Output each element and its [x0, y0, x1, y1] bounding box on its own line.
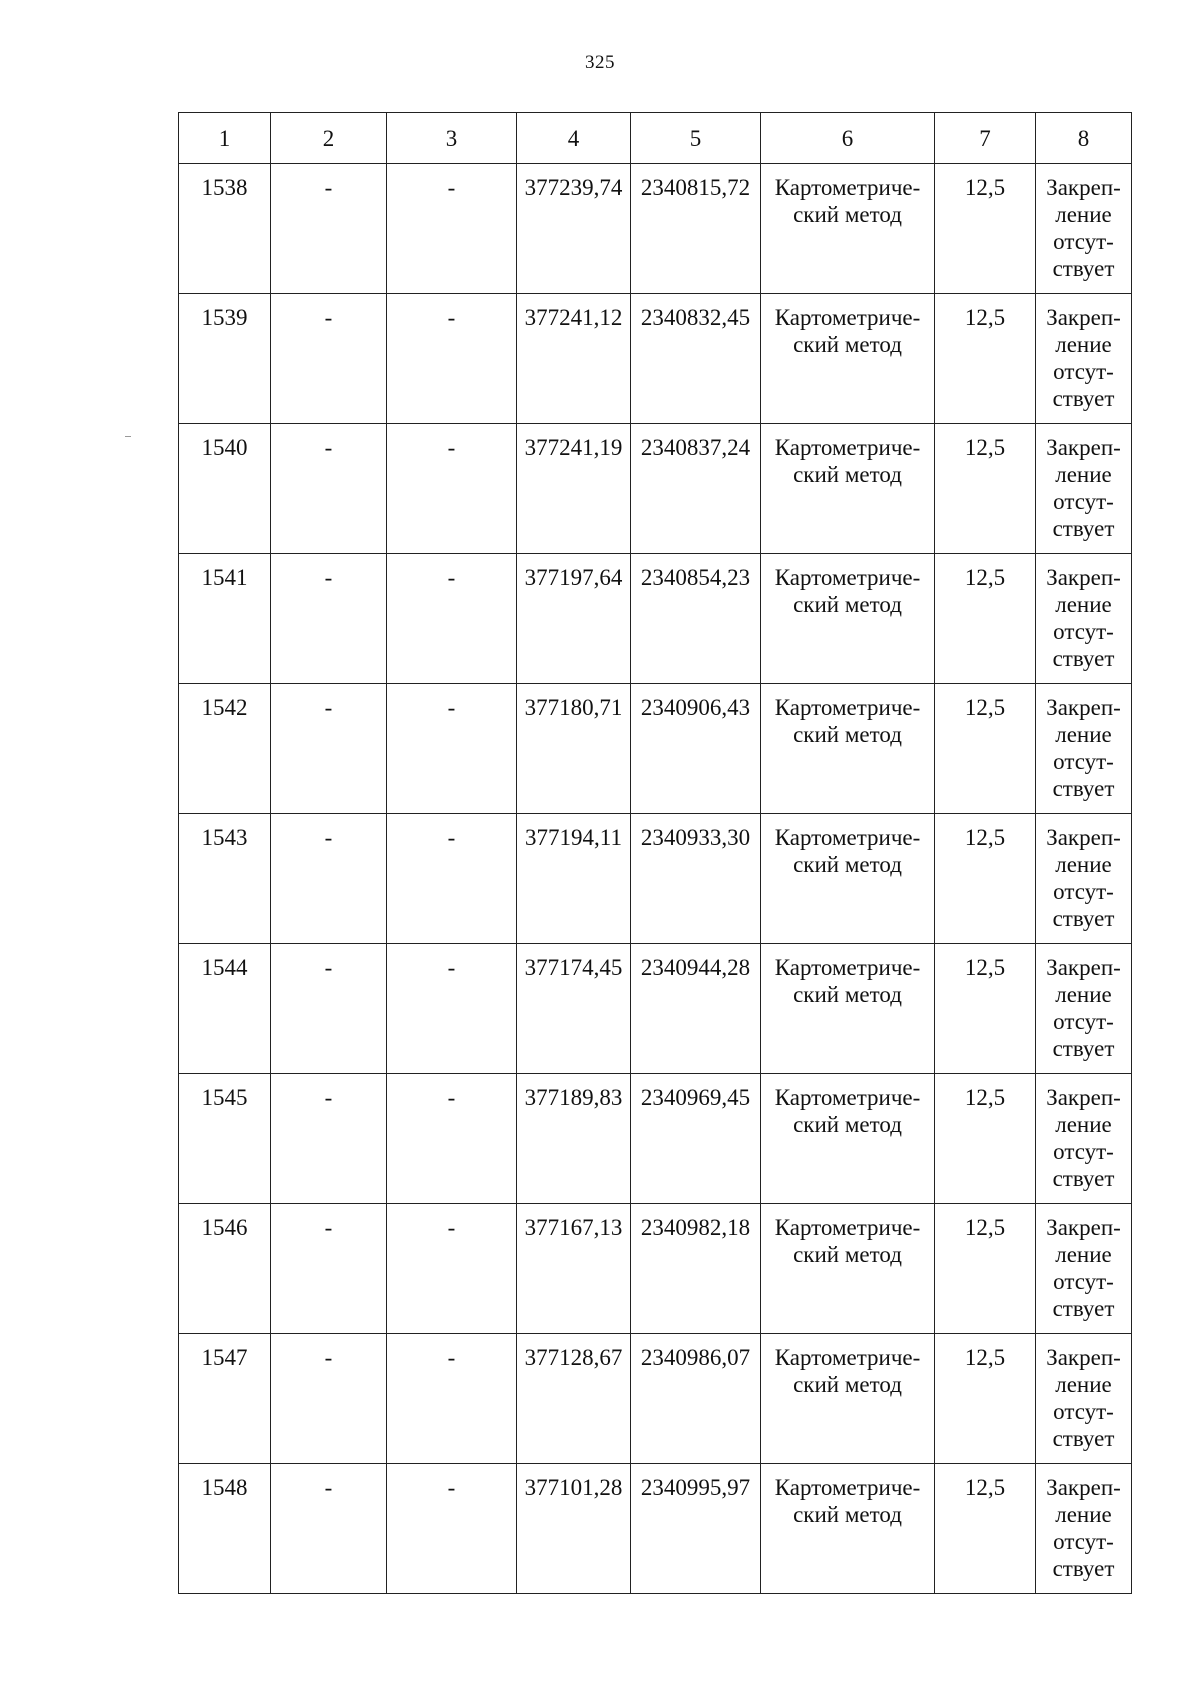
fixation-cell-text: Закреп- [1046, 695, 1121, 720]
accuracy-cell-text: 12,5 [964, 1215, 1006, 1240]
coordinate-y-cell [631, 294, 761, 424]
coordinate-x-cell-text: 377197,64 [524, 565, 623, 590]
cell-col-3 [387, 1334, 517, 1464]
fixation-cell-text: отсут- [1053, 1009, 1114, 1034]
coordinate-x-cell-text: 377128,67 [524, 1345, 623, 1370]
fixation-cell [1036, 684, 1132, 814]
cell-col-2 [271, 1204, 387, 1334]
method-cell-text: Картометриче- [774, 825, 921, 850]
column-header-7: 7 [935, 113, 1036, 164]
method-cell-text: Картометриче- [774, 1475, 921, 1500]
fixation-cell-text: отсут- [1053, 1399, 1114, 1424]
method-cell [761, 164, 935, 294]
fixation-cell-text: ление [1055, 462, 1112, 487]
cell-col-3-text: - [447, 305, 456, 330]
cell-col-2 [271, 1074, 387, 1204]
cell-col-3-text: - [447, 695, 456, 720]
cell-col-2 [271, 424, 387, 554]
coordinate-x-cell-text: 377101,28 [524, 1475, 623, 1500]
cell-col-2 [271, 1334, 387, 1464]
fixation-cell-text: ление [1055, 852, 1112, 877]
method-cell-text: ский метод [793, 1502, 902, 1527]
fixation-cell-text: Закреп- [1046, 1085, 1121, 1110]
coordinate-x-cell [517, 1074, 631, 1204]
coordinate-x-cell-text: 377241,19 [524, 435, 623, 460]
accuracy-cell [935, 1334, 1036, 1464]
point-number-cell-text: 1542 [201, 695, 248, 720]
method-cell-text: Картометриче- [774, 305, 921, 330]
fixation-cell-text: ление [1055, 1112, 1112, 1137]
fixation-cell-text: ствует [1052, 516, 1115, 541]
column-header-1: 1 [179, 113, 271, 164]
cell-col-2 [271, 814, 387, 944]
method-cell [761, 684, 935, 814]
cell-col-3 [387, 944, 517, 1074]
cell-col-3 [387, 1464, 517, 1594]
accuracy-cell [935, 164, 1036, 294]
cell-col-2 [271, 684, 387, 814]
coordinate-y-cell [631, 1204, 761, 1334]
coordinate-x-cell [517, 1464, 631, 1594]
accuracy-cell [935, 1204, 1036, 1334]
fixation-cell-text: ление [1055, 982, 1112, 1007]
fixation-cell-text: ствует [1052, 1166, 1115, 1191]
cell-col-3-text: - [447, 1475, 456, 1500]
method-cell-text: ский метод [793, 202, 902, 227]
coordinate-y-cell-text: 2340969,45 [640, 1085, 751, 1110]
table-row [179, 1464, 1132, 1594]
fixation-cell-text: отсут- [1053, 1139, 1114, 1164]
table-row [179, 1074, 1132, 1204]
cell-col-3 [387, 424, 517, 554]
table-row [179, 1204, 1132, 1334]
fixation-cell-text: Закреп- [1046, 1215, 1121, 1240]
point-number-cell [179, 1334, 271, 1464]
table-row [179, 814, 1132, 944]
cell-col-2-text: - [324, 1085, 333, 1110]
method-cell-text: Картометриче- [774, 695, 921, 720]
point-number-cell [179, 164, 271, 294]
method-cell [761, 1074, 935, 1204]
accuracy-cell-text: 12,5 [964, 955, 1006, 980]
coordinate-x-cell [517, 294, 631, 424]
coordinate-x-cell-text: 377189,83 [524, 1085, 623, 1110]
fixation-cell-text: Закреп- [1046, 565, 1121, 590]
method-cell-text: Картометриче- [774, 955, 921, 980]
table-row [179, 554, 1132, 684]
accuracy-cell [935, 294, 1036, 424]
coordinate-x-cell [517, 164, 631, 294]
cell-col-2 [271, 554, 387, 684]
fixation-cell-text: ление [1055, 1372, 1112, 1397]
coordinate-y-cell [631, 424, 761, 554]
fixation-cell [1036, 424, 1132, 554]
method-cell [761, 1464, 935, 1594]
cell-col-3-text: - [447, 825, 456, 850]
point-number-cell-text: 1543 [201, 825, 248, 850]
cell-col-2 [271, 164, 387, 294]
column-header-8: 8 [1036, 113, 1132, 164]
cell-col-3 [387, 164, 517, 294]
table-row [179, 944, 1132, 1074]
fixation-cell-text: ствует [1052, 1036, 1115, 1061]
fixation-cell [1036, 294, 1132, 424]
header-row [179, 113, 1132, 164]
point-number-cell [179, 1074, 271, 1204]
accuracy-cell [935, 554, 1036, 684]
fixation-cell-text: ление [1055, 1242, 1112, 1267]
page-number: 325 [585, 52, 615, 73]
method-cell-text: ский метод [793, 852, 902, 877]
point-number-cell-text: 1545 [201, 1085, 248, 1110]
table-row [179, 164, 1132, 294]
method-cell-text: ский метод [793, 592, 902, 617]
cell-col-3 [387, 814, 517, 944]
column-header-3: 3 [387, 113, 517, 164]
coordinate-y-cell-text: 2340995,97 [640, 1475, 751, 1500]
fixation-cell-text: отсут- [1053, 749, 1114, 774]
fixation-cell [1036, 1334, 1132, 1464]
coordinate-y-cell-text: 2340832,45 [640, 305, 751, 330]
point-number-cell [179, 1464, 271, 1594]
fixation-cell-text: отсут- [1053, 619, 1114, 644]
fixation-cell-text: отсут- [1053, 359, 1114, 384]
coordinate-x-cell-text: 377239,74 [524, 175, 623, 200]
accuracy-cell-text: 12,5 [964, 1345, 1006, 1370]
cell-col-2 [271, 1464, 387, 1594]
method-cell-text: Картометриче- [774, 435, 921, 460]
point-number-cell [179, 1204, 271, 1334]
accuracy-cell [935, 424, 1036, 554]
cell-col-3 [387, 294, 517, 424]
column-header-2: 2 [271, 113, 387, 164]
cell-col-2 [271, 944, 387, 1074]
point-number-cell-text: 1544 [201, 955, 248, 980]
fixation-cell-text: отсут- [1053, 489, 1114, 514]
fixation-cell-text: Закреп- [1046, 305, 1121, 330]
fixation-cell-text: отсут- [1053, 229, 1114, 254]
cell-col-2 [271, 294, 387, 424]
method-cell-text: ский метод [793, 1112, 902, 1137]
coordinates-table [178, 112, 1132, 1594]
accuracy-cell-text: 12,5 [964, 305, 1006, 330]
point-number-cell [179, 294, 271, 424]
coordinate-x-cell [517, 1334, 631, 1464]
coordinate-x-cell [517, 424, 631, 554]
fixation-cell-text: ление [1055, 202, 1112, 227]
method-cell [761, 944, 935, 1074]
coordinate-y-cell-text: 2340837,24 [640, 435, 751, 460]
coordinate-x-cell [517, 554, 631, 684]
fixation-cell-text: ление [1055, 332, 1112, 357]
fixation-cell-text: Закреп- [1046, 1475, 1121, 1500]
point-number-cell [179, 424, 271, 554]
fixation-cell-text: ствует [1052, 1296, 1115, 1321]
method-cell [761, 1204, 935, 1334]
coordinate-y-cell [631, 1334, 761, 1464]
column-header-4: 4 [517, 113, 631, 164]
cell-col-2-text: - [324, 175, 333, 200]
point-number-cell-text: 1546 [201, 1215, 248, 1240]
coordinate-x-cell [517, 684, 631, 814]
cell-col-2-text: - [324, 955, 333, 980]
coordinate-y-cell-text: 2340815,72 [640, 175, 751, 200]
coordinate-x-cell [517, 814, 631, 944]
cell-col-3-text: - [447, 1345, 456, 1370]
table-row [179, 424, 1132, 554]
accuracy-cell-text: 12,5 [964, 565, 1006, 590]
coordinate-x-cell-text: 377241,12 [524, 305, 623, 330]
method-cell-text: ский метод [793, 1372, 902, 1397]
accuracy-cell-text: 12,5 [964, 435, 1006, 460]
fixation-cell-text: отсут- [1053, 1529, 1114, 1554]
cell-col-2-text: - [324, 565, 333, 590]
method-cell-text: ский метод [793, 982, 902, 1007]
coordinate-y-cell [631, 684, 761, 814]
cell-col-2-text: - [324, 435, 333, 460]
coordinate-x-cell-text: 377194,11 [525, 825, 622, 850]
method-cell-text: Картометриче- [774, 1345, 921, 1370]
accuracy-cell-text: 12,5 [964, 1475, 1006, 1500]
fixation-cell [1036, 1074, 1132, 1204]
point-number-cell-text: 1548 [201, 1475, 248, 1500]
cell-col-3-text: - [447, 565, 456, 590]
table-body [179, 164, 1132, 1594]
fixation-cell-text: ствует [1052, 906, 1115, 931]
fixation-cell-text: ствует [1052, 1556, 1115, 1581]
coordinate-x-cell-text: 377174,45 [524, 955, 623, 980]
fixation-cell [1036, 164, 1132, 294]
coordinate-y-cell [631, 164, 761, 294]
accuracy-cell-text: 12,5 [964, 695, 1006, 720]
table-row [179, 1334, 1132, 1464]
fixation-cell-text: Закреп- [1046, 175, 1121, 200]
point-number-cell [179, 944, 271, 1074]
table-row [179, 294, 1132, 424]
fixation-cell-text: ствует [1052, 386, 1115, 411]
accuracy-cell-text: 12,5 [964, 175, 1006, 200]
cell-col-3 [387, 1204, 517, 1334]
fixation-cell [1036, 1464, 1132, 1594]
cell-col-3-text: - [447, 1215, 456, 1240]
point-number-cell [179, 814, 271, 944]
accuracy-cell-text: 12,5 [964, 1085, 1006, 1110]
method-cell [761, 294, 935, 424]
coordinate-y-cell-text: 2340906,43 [640, 695, 751, 720]
method-cell-text: ский метод [793, 332, 902, 357]
method-cell-text: Картометриче- [774, 1215, 921, 1240]
fixation-cell-text: ление [1055, 722, 1112, 747]
method-cell-text: Картометриче- [774, 565, 921, 590]
point-number-cell-text: 1541 [201, 565, 248, 590]
coordinate-y-cell-text: 2340854,23 [640, 565, 751, 590]
method-cell [761, 424, 935, 554]
cell-col-2-text: - [324, 1475, 333, 1500]
accuracy-cell [935, 1074, 1036, 1204]
coordinate-y-cell [631, 814, 761, 944]
point-number-cell-text: 1540 [201, 435, 248, 460]
point-number-cell-text: 1547 [201, 1345, 248, 1370]
method-cell [761, 1334, 935, 1464]
method-cell-text: Картометриче- [774, 175, 921, 200]
fixation-cell-text: ствует [1052, 1426, 1115, 1451]
coordinate-y-cell [631, 944, 761, 1074]
coordinate-y-cell-text: 2340982,18 [640, 1215, 751, 1240]
coordinate-y-cell [631, 1074, 761, 1204]
fixation-cell-text: отсут- [1053, 1269, 1114, 1294]
fixation-cell-text: ствует [1052, 776, 1115, 801]
cell-col-3 [387, 684, 517, 814]
column-header-5: 5 [631, 113, 761, 164]
fixation-cell-text: Закреп- [1046, 1345, 1121, 1370]
cell-col-2-text: - [324, 1215, 333, 1240]
cell-col-2-text: - [324, 825, 333, 850]
cell-col-3-text: - [447, 175, 456, 200]
cell-col-3-text: - [447, 1085, 456, 1110]
method-cell-text: Картометриче- [774, 1085, 921, 1110]
fixation-cell-text: ствует [1052, 256, 1115, 281]
accuracy-cell-text: 12,5 [964, 825, 1006, 850]
coordinate-x-cell [517, 1204, 631, 1334]
fixation-cell [1036, 554, 1132, 684]
coordinate-y-cell-text: 2340986,07 [640, 1345, 751, 1370]
fixation-cell-text: ствует [1052, 646, 1115, 671]
point-number-cell-text: 1539 [201, 305, 248, 330]
point-number-cell [179, 684, 271, 814]
method-cell [761, 814, 935, 944]
method-cell-text: ский метод [793, 462, 902, 487]
coordinate-x-cell-text: 377180,71 [524, 695, 623, 720]
table-row [179, 684, 1132, 814]
cell-col-3-text: - [447, 955, 456, 980]
coordinate-y-cell-text: 2340944,28 [640, 955, 751, 980]
coordinate-y-cell [631, 554, 761, 684]
accuracy-cell [935, 944, 1036, 1074]
column-header-6: 6 [761, 113, 935, 164]
coordinate-y-cell [631, 1464, 761, 1594]
accuracy-cell [935, 814, 1036, 944]
fixation-cell-text: Закреп- [1046, 435, 1121, 460]
fixation-cell-text: ление [1055, 1502, 1112, 1527]
fixation-cell-text: отсут- [1053, 879, 1114, 904]
fixation-cell-text: Закреп- [1046, 955, 1121, 980]
method-cell-text: ский метод [793, 722, 902, 747]
accuracy-cell [935, 1464, 1036, 1594]
method-cell-text: ский метод [793, 1242, 902, 1267]
point-number-cell-text: 1538 [201, 175, 248, 200]
method-cell [761, 554, 935, 684]
coordinate-x-cell-text: 377167,13 [524, 1215, 623, 1240]
point-number-cell [179, 554, 271, 684]
fixation-cell-text: Закреп- [1046, 825, 1121, 850]
fixation-cell [1036, 814, 1132, 944]
fixation-cell [1036, 1204, 1132, 1334]
scan-mark [125, 436, 131, 437]
cell-col-3 [387, 1074, 517, 1204]
coordinate-x-cell [517, 944, 631, 1074]
cell-col-2-text: - [324, 305, 333, 330]
coordinate-y-cell-text: 2340933,30 [640, 825, 751, 850]
cell-col-3-text: - [447, 435, 456, 460]
cell-col-3 [387, 554, 517, 684]
cell-col-2-text: - [324, 695, 333, 720]
fixation-cell-text: ление [1055, 592, 1112, 617]
cell-col-2-text: - [324, 1345, 333, 1370]
fixation-cell [1036, 944, 1132, 1074]
accuracy-cell [935, 684, 1036, 814]
